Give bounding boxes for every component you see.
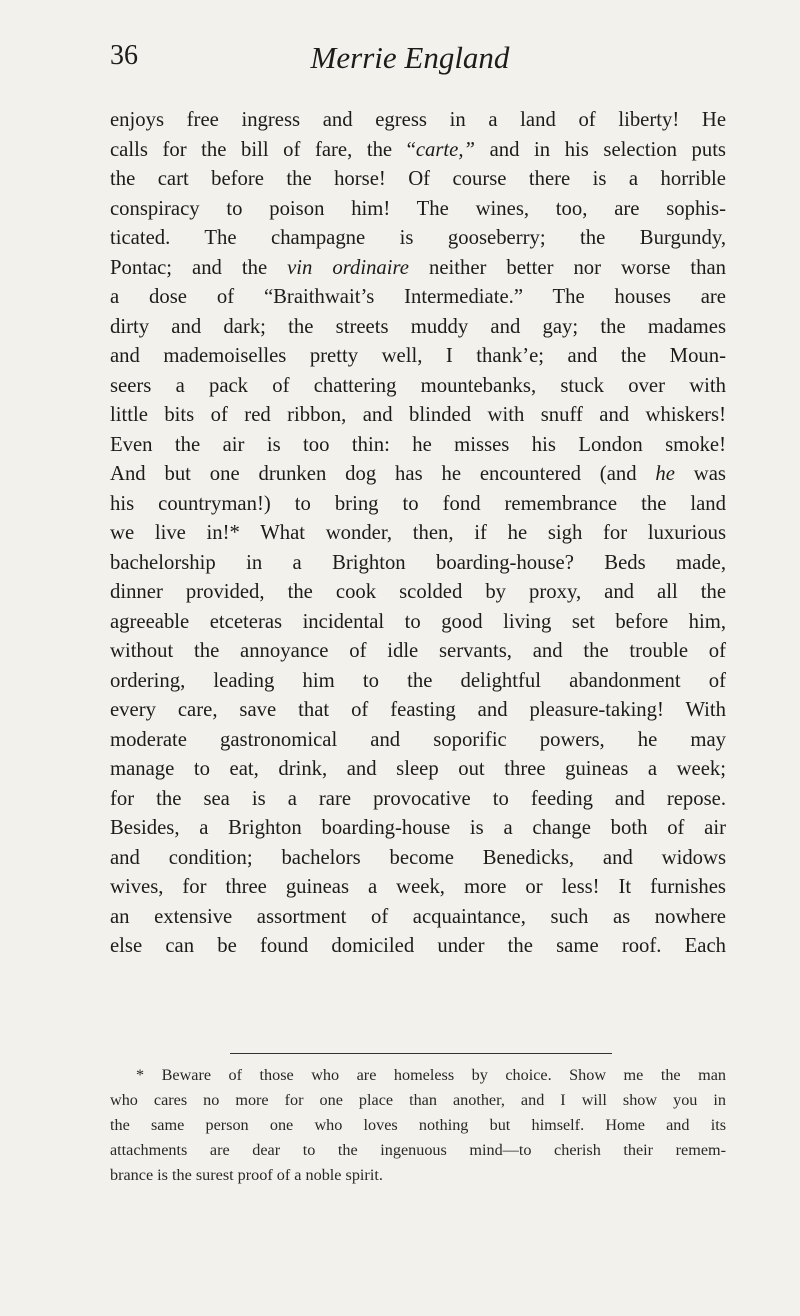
text-line: we live in!* What wonder, then, if he sigh for luxurious [110,522,726,544]
text-line: little bits of red ribbon, and blinded with snuff and whiskers! [110,404,726,426]
text-line: his countryman!) to bring to fond remembrance the land [110,492,726,515]
text-line: without the annoyance of idle servants, and the trouble of [110,640,726,662]
text-line: and condition; bachelors become Benedicks, and widows [110,846,726,869]
text-line [110,136,726,166]
text-line: ordering, leading him to the delightful abandonment of [110,669,726,692]
text-line [110,460,726,490]
text-line: else can be found domiciled under the same roof. Each [110,935,726,957]
text-line: and mademoiselles pretty well, I thank’e; and the Moun- [110,345,726,367]
text-line: manage to eat, drink, and sleep out three guineas a week; [110,758,726,780]
footnote-line: brance is the surest proof of a noble spirit. [110,1166,383,1184]
running-title: Merrie England [310,40,510,75]
text-line: bachelorship in a Brighton boarding-house? Beds made, [110,551,726,574]
text-line: moderate gastronomical and soporific powers, he may [110,728,726,751]
text-fragment: And but one drunken dog has he encountered (and [110,463,656,485]
footnote-line: the same person one who loves nothing but himself. Home and its [110,1116,726,1134]
text-line: every care, save that of feasting and pleasure-taking! With [110,699,726,721]
text-fragment: was [674,463,726,485]
text-line: Even the air is too thin: he misses his London smoke! [110,433,726,456]
footnote-divider [230,1053,612,1054]
text-line: conspiracy to poison him! The wines, too, are sophis- [110,197,726,220]
text-line: for the sea is a rare provocative to feeding and repose. [110,787,726,810]
text-line: enjoys free ingress and egress in a land of liberty! He [110,109,726,131]
text-fragment: neither better nor worse than [409,256,726,279]
text-line: an extensive assortment of acquaintance, such as nowhere [110,905,726,928]
text-fragment: and in his selection puts [489,138,726,161]
footnote [110,1063,726,1188]
italic-carte: carte,” [415,138,490,161]
text-line: ticated. The champagne is gooseberry; the Burgundy, [110,227,726,249]
text-line: dinner provided, the cook scolded by proxy, and all the [110,581,726,603]
text-line: seers a pack of chattering mountebanks, stuck over with [110,374,726,397]
text-fragment: Pontac; and the [110,256,288,279]
text-fragment: calls for the bill of fare, the “ [110,138,416,161]
page-number: 36 [110,40,138,71]
text-line [110,254,726,284]
text-line: the cart before the horse! Of course there is a horrible [110,168,726,190]
text-line: dirty and dark; the streets muddy and gay; the madames [110,315,726,338]
text-line: a dose of “Braithwait’s Intermediate.” The houses are [110,286,726,308]
italic-vin-ordinaire: vin ordinaire [287,256,409,279]
text-line: Besides, a Brighton boarding-house is a change both of air [110,817,726,839]
text-line: wives, for three guineas a week, more or less! It furnishes [110,876,726,898]
footnote-line: attachments are dear to the ingenuous mind—to cherish their remem- [110,1141,726,1159]
footnote-line: * Beware of those who are homeless by choice. Show me the man [136,1066,726,1084]
text-line: agreeable etceteras incidental to good living set before him, [110,610,726,633]
footnote-line: who cares no more for one place than another, and I will show you in [110,1091,726,1109]
body-text [110,106,726,962]
page-header [110,40,710,86]
italic-he: he [655,463,675,485]
